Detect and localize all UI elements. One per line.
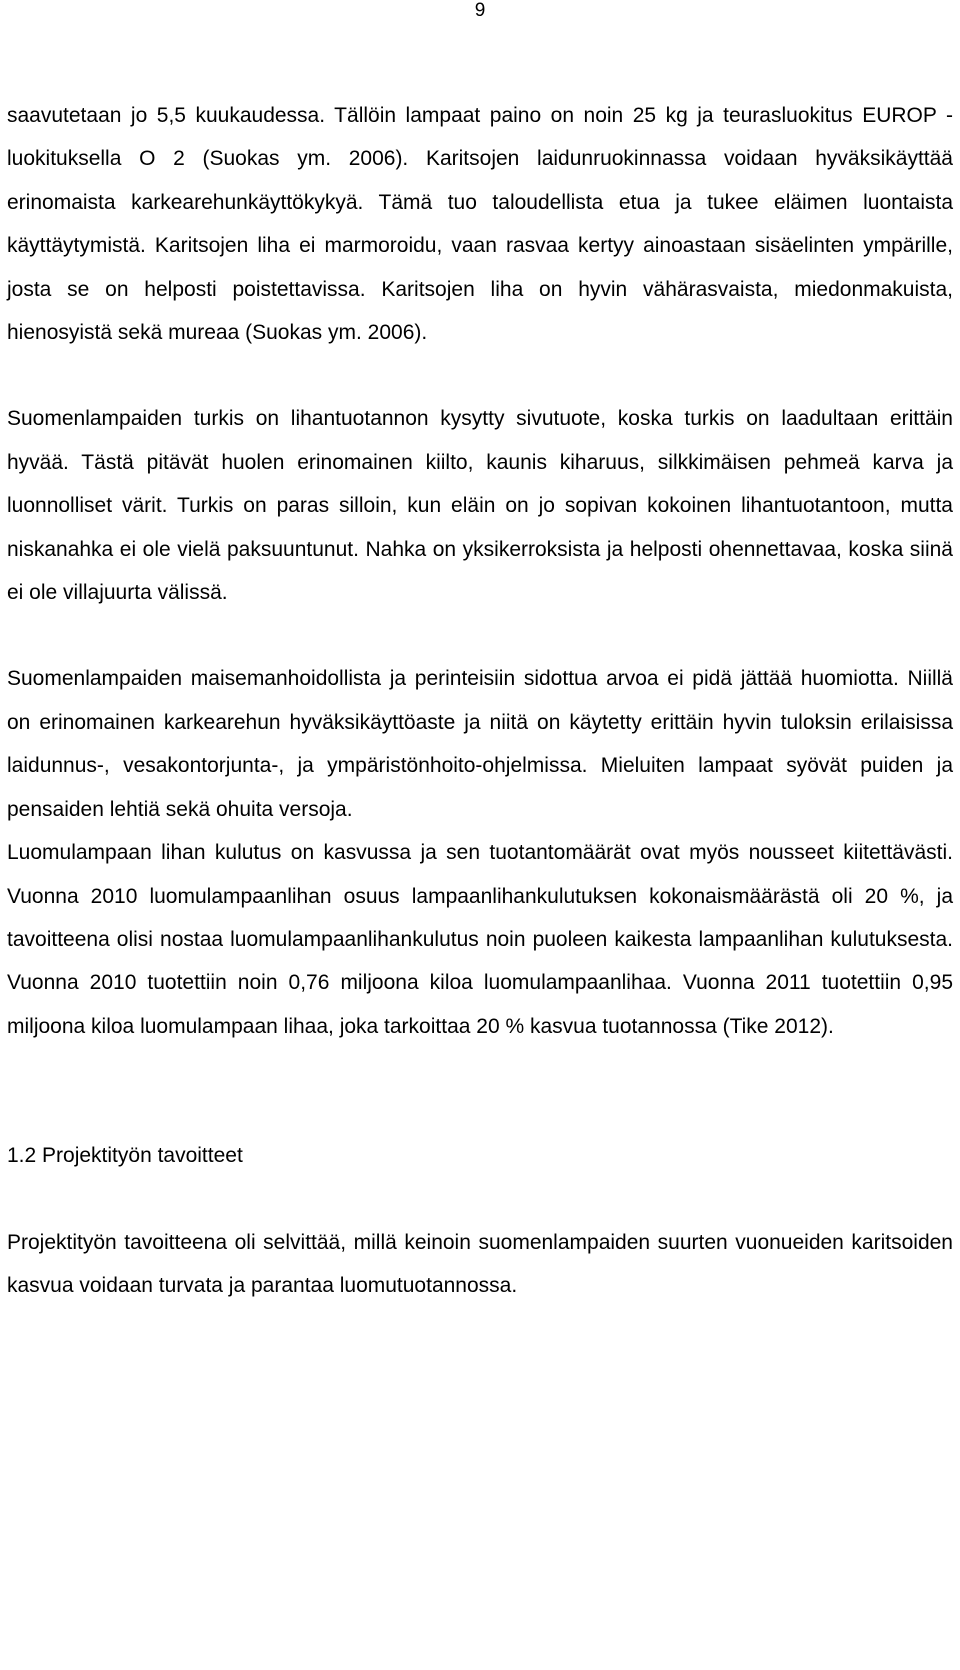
- paragraph-project-goal: Projektityön tavoitteena oli selvittää, millä keinoin suomenlampaiden suurten vuonueiden karitsoiden kasvua voidaan turvata ja parantaa luomutuotannossa.: [7, 1230, 953, 1297]
- paragraph-fur: Suomenlampaiden turkis on lihantuotannon kysytty sivutuote, koska turkis on laadultaan erittäin hyvää. Tästä pitävät huolen erinomainen kiilto, kaunis kiharuus, silkkimäisen pehmeä karva ja luonnolliset värit. Turkis on paras silloin, kun eläin on jo sopivan kokoinen lihantuotantoon, mutta niskanahka ei ole vielä paksuuntunut. Nahka on yksikerroksista ja helposti ohennettavaa, koska siinä ei ole villajuurta välissä.: [7, 407, 953, 605]
- section-heading: 1.2 Projektityön tavoitteet: [7, 1144, 243, 1168]
- document-body: [7, 94, 953, 1307]
- paragraph-landscape: Suomenlampaiden maisemanhoidollista ja perinteisiin sidottua arvoa ei pidä jättää huomiotta. Niillä on erinomainen karkearehun hyväksikäyttöaste ja niitä on käytetty erittäin hyvin tuloksin erilaisissa laidunnus-, vesakontorjunta-, ja ympäristönhoito-ohjelmissa. Mieluiten lampaat syövät puiden ja pensaiden lehtiä sekä ohuita versoja.: [7, 667, 953, 821]
- paragraph-organic-consumption: Luomulampaan lihan kulutus on kasvussa ja sen tuotantomäärät ovat myös nousseet kiitettävästi. Vuonna 2010 luomulampaanlihan osuus lampaanlihankulutuksen kokonaismäärästä oli 20 %, ja tavoitteena olisi nostaa luomulampaanlihankulutus noin puoleen kaikesta lampaanlihan kulutuksesta. Vuonna 2010 tuotettiin noin 0,76 miljoona kiloa luomulampaanlihaa. Vuonna 2011 tuotettiin 0,95 miljoona kiloa luomulampaan lihaa, joka tarkoittaa 20 % kasvua tuotannossa (Tike 2012).: [7, 841, 953, 1038]
- page-number: 9: [474, 0, 486, 21]
- paragraph-lamb-meat: saavutetaan jo 5,5 kuukaudessa. Tällöin lampaat paino on noin 25 kg ja teurasluokitus EUROP -luokituksella O 2 (Suokas ym. 2006). Karitsojen laidunruokinnassa voidaan hyväksikäyttää erinomaista karkearehunkäyttökykyä. Tämä tuo taloudellista etua ja tukee eläimen luontaista käyttäytymistä. Karitsojen liha ei marmoroidu, vaan rasvaa kertyy ainoastaan sisäelinten ympärille, josta se on helposti poistettavissa. Karitsojen liha on hyvin vähärasvaista, miedonmakuista, hienosyistä sekä mureaa (Suokas ym. 2006).: [7, 104, 953, 345]
